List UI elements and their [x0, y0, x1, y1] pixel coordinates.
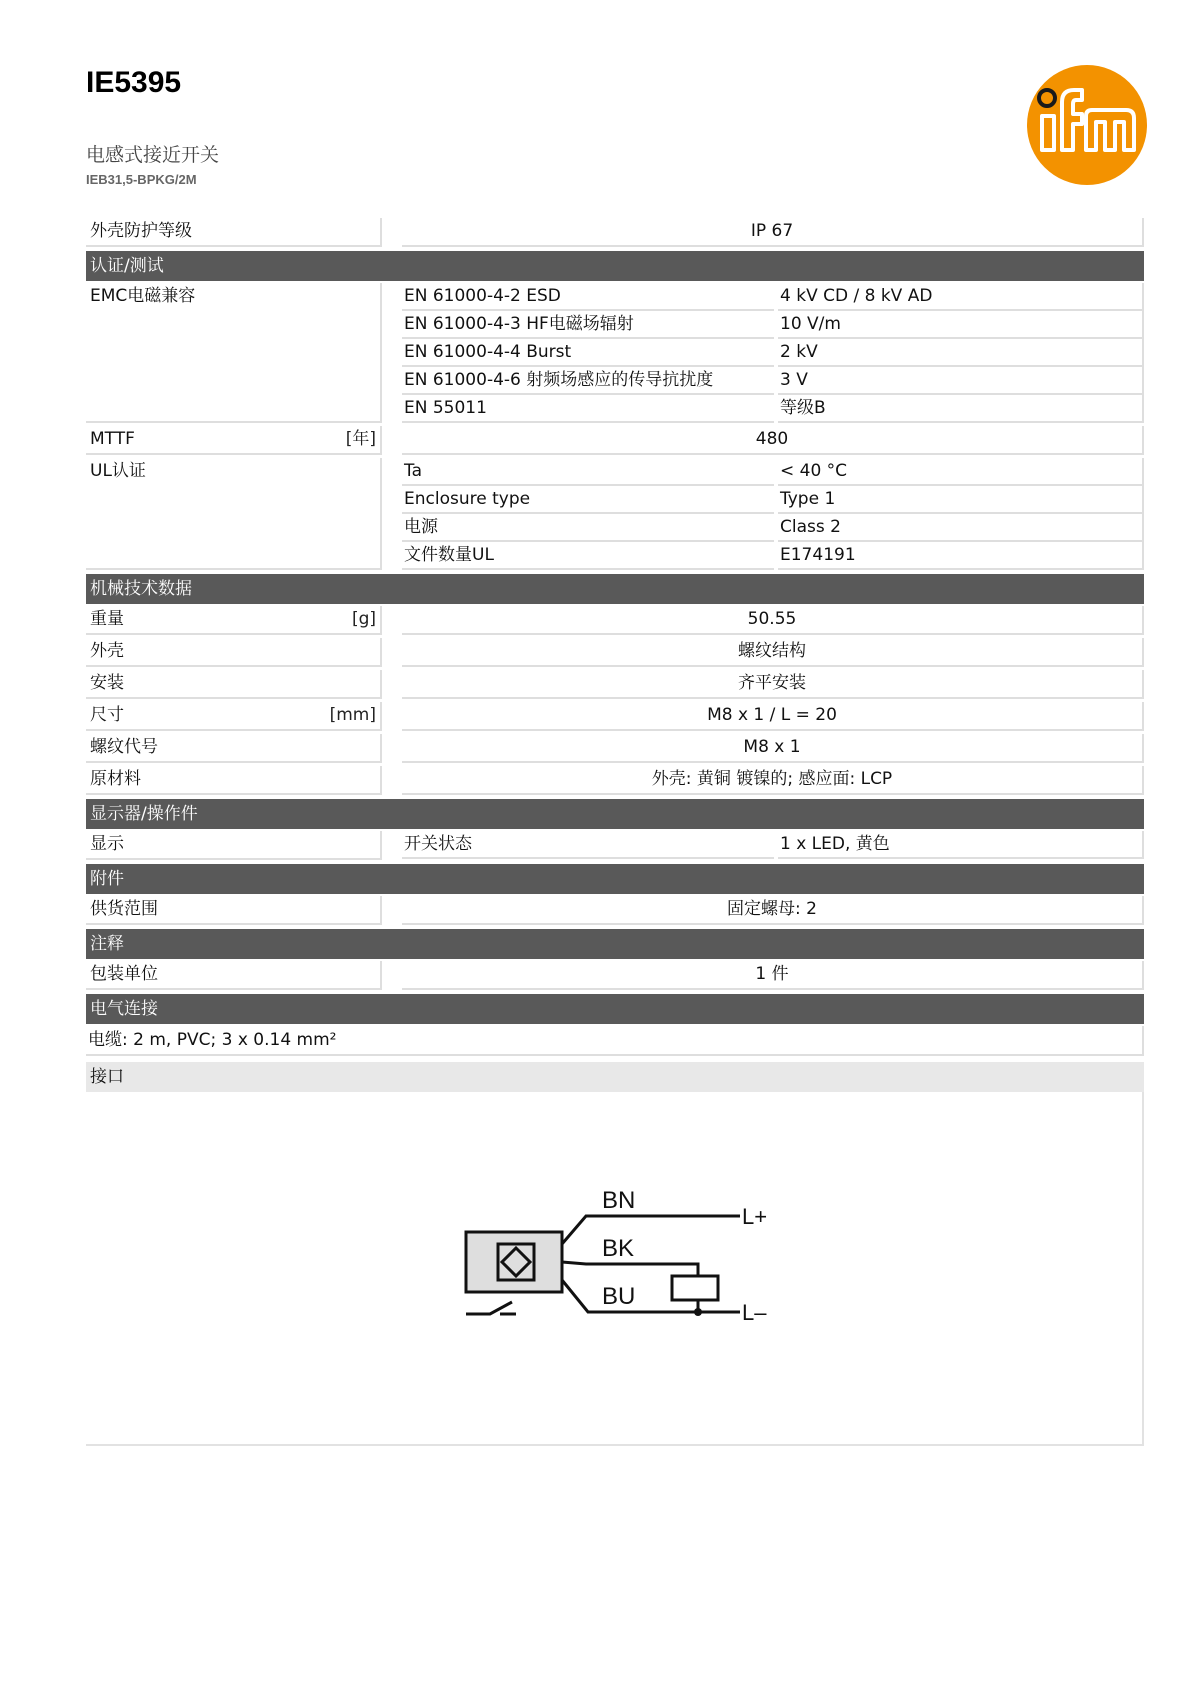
label-materials: 原材料	[90, 769, 141, 789]
unit-mttf: [年]	[345, 429, 376, 449]
ul-list	[402, 458, 1144, 570]
wire-label-bn: BN	[602, 1187, 636, 1214]
emc-value: 2 kV	[778, 339, 1144, 367]
row-housing	[86, 638, 1144, 667]
label-housing: 外壳	[90, 641, 124, 661]
ul-value: Type 1	[778, 486, 1144, 514]
emc-item	[402, 395, 1144, 423]
ul-key: Enclosure type	[402, 486, 774, 514]
label-dimensions: 尺寸	[90, 705, 124, 725]
row-materials	[86, 766, 1144, 795]
row-mounting	[86, 670, 1144, 699]
emc-item	[402, 311, 1144, 339]
value-materials: 外壳: 黄铜 镀镍的; 感应面: LCP	[402, 766, 1144, 795]
ul-key: 文件数量UL	[402, 542, 774, 570]
row-mttf	[86, 426, 1144, 455]
terminal-l-minus: L–	[742, 1300, 767, 1325]
label-ul: UL认证	[90, 461, 146, 481]
ul-key: 电源	[402, 514, 774, 542]
section-mechanical: 机械技术数据	[86, 574, 1144, 604]
junction-dot	[694, 1308, 702, 1316]
display-value: 1 x LED, 黄色	[778, 831, 1144, 859]
product-subtitle: 电感式接近开关	[86, 144, 220, 166]
wiring-diagram	[460, 1184, 780, 1344]
label-display: 显示	[90, 834, 124, 854]
ul-key: Ta	[402, 458, 774, 486]
cable-spec: 电缆: 2 m, PVC; 3 x 0.14 mm²	[86, 1026, 1144, 1056]
ul-item	[402, 458, 1144, 486]
ul-item	[402, 542, 1144, 570]
section-display: 显示器/操作件	[86, 799, 1144, 829]
ul-value: < 40 °C	[778, 458, 1144, 486]
emc-list	[402, 283, 1144, 423]
row-emc	[86, 283, 1144, 423]
emc-key: EN 61000-4-4 Burst	[402, 339, 774, 367]
ul-item	[402, 514, 1144, 542]
interface-header: 接口	[86, 1062, 1144, 1092]
value-packaging: 1 件	[402, 961, 1144, 990]
emc-key: EN 55011	[402, 395, 774, 423]
row-dimensions	[86, 702, 1144, 731]
emc-item	[402, 339, 1144, 367]
unit-dimensions: [mm]	[329, 705, 376, 725]
label-weight: 重量	[90, 609, 124, 629]
row-weight	[86, 606, 1144, 635]
wire-label-bk: BK	[602, 1235, 635, 1262]
emc-item	[402, 283, 1144, 311]
value-mttf: 480	[402, 426, 1144, 455]
emc-key: EN 61000-4-2 ESD	[402, 283, 774, 311]
label-scope: 供货范围	[90, 899, 158, 919]
row-scope	[86, 896, 1144, 925]
product-code: IEB31,5-BPKG/2M	[86, 172, 197, 187]
row-packaging	[86, 961, 1144, 990]
value-dimensions: M8 x 1 / L = 20	[402, 702, 1144, 731]
value-housing: 螺纹结构	[402, 638, 1144, 667]
ul-value: E174191	[778, 542, 1144, 570]
value-thread: M8 x 1	[402, 734, 1144, 763]
label-emc: EMC电磁兼容	[90, 286, 196, 306]
emc-value: 4 kV CD / 8 kV AD	[778, 283, 1144, 311]
value-weight: 50.55	[402, 606, 1144, 635]
spec-table	[86, 218, 1144, 1446]
wire-label-bu: BU	[602, 1283, 636, 1310]
value-scope: 固定螺母: 2	[402, 896, 1144, 925]
product-title: IE5395	[86, 66, 182, 99]
row-ul	[86, 458, 1144, 570]
section-accessories: 附件	[86, 864, 1144, 894]
label-mttf: MTTF	[90, 429, 135, 449]
value-housing-protection: IP 67	[402, 218, 1144, 247]
ifm-logo	[1026, 64, 1148, 186]
label-housing-protection: 外壳防护等级	[90, 221, 192, 241]
display-key: 开关状态	[402, 831, 774, 859]
label-mounting: 安装	[90, 673, 124, 693]
row-thread	[86, 734, 1144, 763]
emc-item	[402, 367, 1144, 395]
unit-weight: [g]	[351, 609, 376, 629]
label-thread: 螺纹代号	[90, 737, 158, 757]
row-display	[86, 831, 1144, 860]
wiring-diagram-box	[86, 1092, 1144, 1446]
emc-value: 10 V/m	[778, 311, 1144, 339]
ul-value: Class 2	[778, 514, 1144, 542]
row-housing-protection	[86, 218, 1144, 247]
emc-key: EN 61000-4-6 射频场感应的传导抗扰度	[402, 367, 774, 395]
value-mounting: 齐平安装	[402, 670, 1144, 699]
emc-key: EN 61000-4-3 HF电磁场辐射	[402, 311, 774, 339]
label-packaging: 包装单位	[90, 964, 158, 984]
section-approvals: 认证/测试	[86, 251, 1144, 281]
emc-value: 3 V	[778, 367, 1144, 395]
ul-item	[402, 486, 1144, 514]
emc-value: 等级B	[778, 395, 1144, 423]
terminal-l-plus: L+	[742, 1204, 768, 1229]
section-notes: 注释	[86, 929, 1144, 959]
section-electrical: 电气连接	[86, 994, 1144, 1024]
